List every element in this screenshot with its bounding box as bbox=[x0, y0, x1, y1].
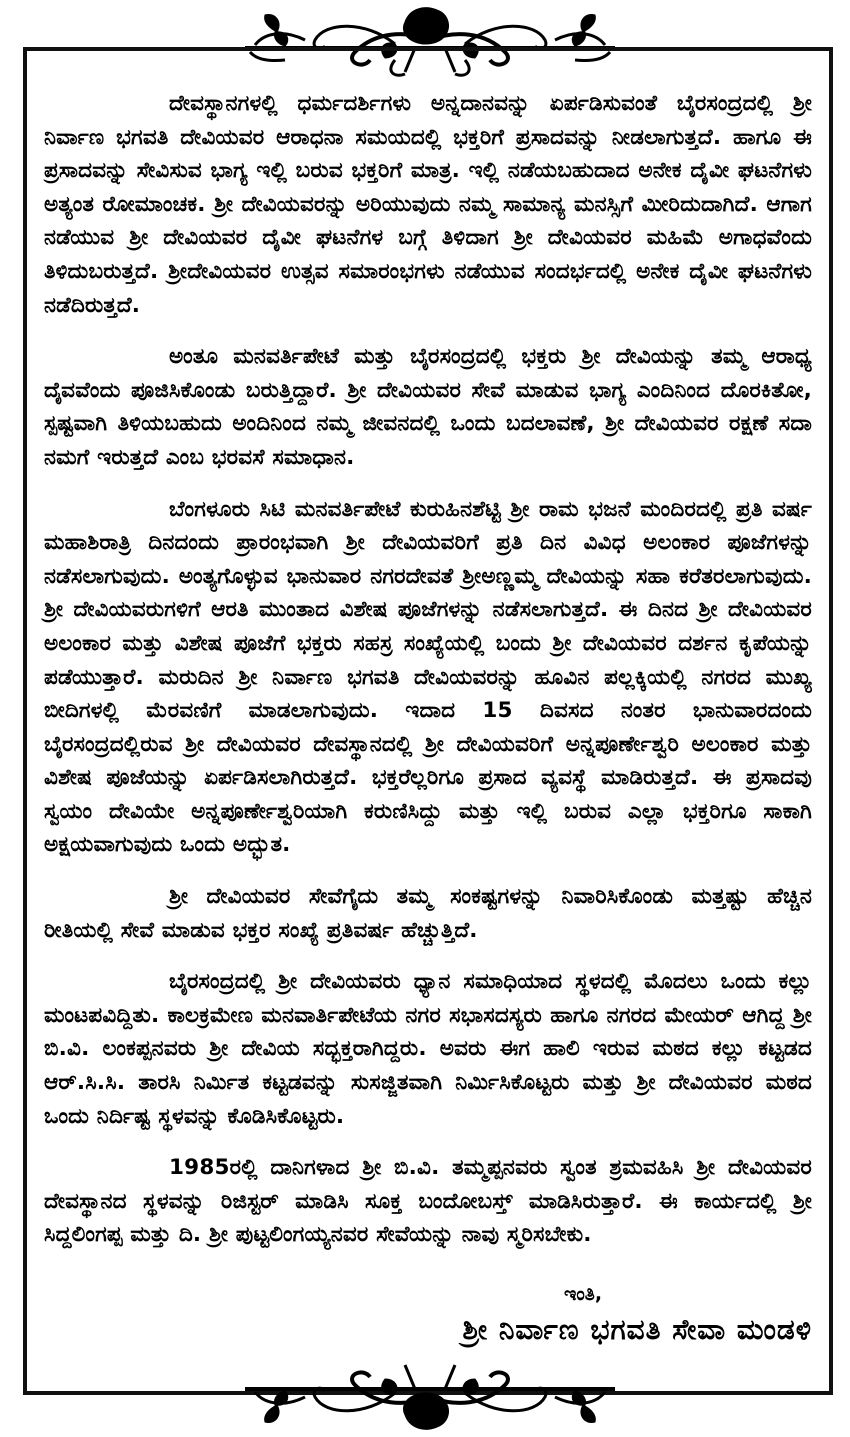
paragraph-text: ದೇವಸ್ಥಾನಗಳಲ್ಲಿ ಧರ್ಮದರ್ಶಿಗಳು ಅನ್ನದಾನವನ್ನು ಏರ್ಪಡಿಸುವಂತೆ ಬೈರಸಂದ್ರದಲ್ಲಿ ಶ್ರೀ ನಿರ್ವಾಣ ಭಗವತಿ ದೇವಿಯವರ ಆರಾಧನಾ ಸಮಯದಲ್ಲಿ ಭಕ್ತರಿಗೆ ಪ್ರಸಾದವನ್ನು ನೀಡಲಾಗುತ್ತದೆ. ಹಾಗೂ ಈ ಪ್ರಸಾದವನ್ನು ಸೇವಿಸುವ ಭಾಗ್ಯ ಇಲ್ಲಿ ಬರುವ ಭಕ್ತರಿಗೆ ಮಾತ್ರ. ಇಲ್ಲಿ ನಡೆಯಬಹುದಾದ ಅನೇಕ ದೈವೀ ಘಟನೆಗಳು ಅತ್ಯಂತ ರೋಮಾಂಚಕ. ಶ್ರೀ ದೇವಿಯವರನ್ನು ಅರಿಯುವುದು ನಮ್ಮ ಸಾಮಾನ್ಯ ಮನಸ್ಸಿಗೆ ಮೀರಿದುದಾಗಿದೆ. ಆಗಾಗ ನಡೆಯುವ ಶ್ರೀ ದೇವಿಯವರ ದೈವೀ ಘಟನೆಗಳ ಬಗ್ಗೆ ತಿಳಿದಾಗ ಶ್ರೀ ದೇವಿಯವರ ಮಹಿಮೆ ಅಗಾಧವೆಂದು ತಿಳಿದುಬರುತ್ತದೆ. ಶ್ರೀದೇವಿಯವರ ಉತ್ಸವ ಸಮಾರಂಭಗಳು ನಡೆಯುವ ಸಂದರ್ಭದಲ್ಲಿ ಅನೇಕ ದೈವೀ ಘಟನೆಗಳು ನಡೆದಿರುತ್ತದೆ. bbox=[44, 91, 812, 318]
document-body bbox=[44, 87, 812, 1270]
paragraph bbox=[44, 965, 812, 1133]
paragraph-text: 1985ರಲ್ಲಿ ದಾನಿಗಳಾದ ಶ್ರೀ ಬಿ.ವಿ. ತಮ್ಮಪ್ಪನವರು ಸ್ವಂತ ಶ್ರಮವಹಿಸಿ ಶ್ರೀ ದೇವಿಯವರ ದೇವಸ್ಥಾನದ ಸ್ಥಳವನ್ನು ರಿಜಿಸ್ಟರ್ ಮಾಡಿಸಿ ಸೂಕ್ತ ಬಂದೋಬಸ್ತ್ ಮಾಡಿಸಿರುತ್ತಾರೆ. ಈ ಕಾರ್ಯದಲ್ಲಿ ಶ್ರೀ ಸಿದ್ದಲಿಂಗಪ್ಪ ಮತ್ತು ದಿ. ಶ್ರೀ ಪುಟ್ಟಲಿಂಗಯ್ಯನವರ ಸೇವೆಯನ್ನು ನಾವು ಸ್ಮರಿಸಬೇಕು. bbox=[44, 1155, 812, 1248]
paragraph bbox=[44, 1151, 812, 1252]
paragraph-text: ಶ್ರೀ ದೇವಿಯವರ ಸೇವೆಗೈದು ತಮ್ಮ ಸಂಕಷ್ಟಗಳನ್ನು ನಿವಾರಿಸಿಕೊಂಡು ಮತ್ತಷ್ಟು ಹೆಚ್ಚಿನ ರೀತಿಯಲ್ಲಿ ಸೇವೆ ಮಾಡುವ ಭಕ್ತರ ಸಂಖ್ಯೆ ಪ್ರತಿವರ್ಷ ಹೆಚ್ಚುತ್ತಿದೆ. bbox=[44, 884, 812, 943]
paragraph bbox=[44, 493, 812, 863]
organization-signature: ಶ್ರೀ ನಿರ್ವಾಣ ಭಗವತಿ ಸೇವಾ ಮಂಡಳಿ bbox=[462, 1313, 812, 1346]
paragraph-text: ಅಂತೂ ಮನವರ್ತಿಪೇಟೆ ಮತ್ತು ಬೈರಸಂದ್ರದಲ್ಲಿ ಭಕ್ತರು ಶ್ರೀ ದೇವಿಯನ್ನು ತಮ್ಮ ಆರಾಧ್ಯ ದೈವವೆಂದು ಪೂಜಿಸಿಕೊಂಡು ಬರುತ್ತಿದ್ದಾರೆ. ಶ್ರೀ ದೇವಿಯವರ ಸೇವೆ ಮಾಡುವ ಭಾಗ್ಯ ಎಂದಿನಿಂದ ದೊರಕಿತೋ, ಸ್ಪಷ್ಟವಾಗಿ ತಿಳಿಯಬಹುದು ಅಂದಿನಿಂದ ನಮ್ಮ ಜೀವನದಲ್ಲಿ ಒಂದು ಬದಲಾವಣೆ, ಶ್ರೀ ದೇವಿಯವರ ರಕ್ಷಣೆ ಸದಾ ನಮಗೆ ಇರುತ್ತದೆ ಎಂಬ ಭರವಸೆ ಸಮಾಧಾನ. bbox=[44, 344, 812, 470]
paragraph bbox=[44, 87, 812, 322]
floral-ornament-bottom-icon bbox=[245, 1357, 615, 1437]
closing-salutation: ಇಂತಿ, bbox=[564, 1283, 603, 1305]
paragraph bbox=[44, 340, 812, 474]
paragraph-text: ಬೆಂಗಳೂರು ಸಿಟಿ ಮನವರ್ತಿಪೇಟೆ ಕುರುಹಿನಶೆಟ್ಟಿ ಶ್ರೀ ರಾಮ ಭಜನೆ ಮಂದಿರದಲ್ಲಿ ಪ್ರತಿ ವರ್ಷ ಮಹಾಶಿರಾತ್ರಿ ದಿನದಂದು ಪ್ರಾರಂಭವಾಗಿ ಶ್ರೀ ದೇವಿಯವರಿಗೆ ಪ್ರತಿ ದಿನ ವಿವಿಧ ಅಲಂಕಾರ ಪೂಜೆಗಳನ್ನು ನಡೆಸಲಾಗುವುದು. ಅಂತ್ಯಗೊಳ್ಳುವ ಭಾನುವಾರ ನಗರದೇವತೆ ಶ್ರೀಅಣ್ಣಮ್ಮ ದೇವಿಯನ್ನು ಸಹಾ ಕರೆತರಲಾಗುವುದು. ಶ್ರೀ ದೇವಿಯವರುಗಳಿಗೆ ಆರತಿ ಮುಂತಾದ ವಿಶೇಷ ಪೂಜೆಗಳನ್ನು ನಡೆಸಲಾಗುತ್ತದೆ. ಈ ದಿನದ ಶ್ರೀ ದೇವಿಯವರ ಅಲಂಕಾರ ಮತ್ತು ವಿಶೇಷ ಪೂಜೆಗೆ ಭಕ್ತರು ಸಹಸ್ರ ಸಂಖ್ಯೆಯಲ್ಲಿ ಬಂದು ಶ್ರೀ ದೇವಿಯವರ ದರ್ಶನ ಕೃಪೆಯನ್ನು ಪಡೆಯುತ್ತಾರೆ. ಮರುದಿನ ಶ್ರೀ ನಿರ್ವಾಣ ಭಗವತಿ ದೇವಿಯವರನ್ನು ಹೂವಿನ ಪಲ್ಲಕ್ಕಿಯಲ್ಲಿ ನಗರದ ಮುಖ್ಯ ಬೀದಿಗಳಲ್ಲಿ ಮೆರವಣಿಗೆ ಮಾಡಲಾಗುವುದು. ಇದಾದ 15 ದಿವಸದ ನಂತರ ಭಾನುವಾರದಂದು ಬೈರಸಂದ್ರದಲ್ಲಿರುವ ಶ್ರೀ ದೇವಿಯವರ ದೇವಸ್ಥಾನದಲ್ಲಿ ಶ್ರೀ ದೇವಿಯವರಿಗೆ ಅನ್ನಪೂರ್ಣೇಶ್ವರಿ ಅಲಂಕಾರ ಮತ್ತು ವಿಶೇಷ ಪೂಜೆಯನ್ನು ಏರ್ಪಡಿಸಲಾಗಿರುತ್ತದೆ. ಭಕ್ತರೆಲ್ಲರಿಗೂ ಪ್ರಸಾದ ವ್ಯವಸ್ಥೆ ಮಾಡಿರುತ್ತದೆ. ಈ ಪ್ರಸಾದವು ಸ್ವಯಂ ದೇವಿಯೇ ಅನ್ನಪೂರ್ಣೇಶ್ವರಿಯಾಗಿ ಕರುಣಿಸಿದ್ದು ಮತ್ತು ಇಲ್ಲಿ ಬರುವ ಎಲ್ಲಾ ಭಕ್ತರಿಗೂ ಸಾಕಾಗಿ ಅಕ್ಷಯವಾಗುವುದು ಒಂದು ಅದ್ಭುತ. bbox=[44, 496, 812, 858]
paragraph bbox=[44, 880, 812, 947]
paragraph-text: ಬೈರಸಂದ್ರದಲ್ಲಿ ಶ್ರೀ ದೇವಿಯವರು ಧ್ಯಾನ ಸಮಾಧಿಯಾದ ಸ್ಥಳದಲ್ಲಿ ಮೊದಲು ಒಂದು ಕಲ್ಲು ಮಂಟಪವಿದ್ದಿತು. ಕಾಲಕ್ರಮೇಣ ಮನವಾರ್ತಿಪೇಟೆಯ ನಗರ ಸಭಾಸದಸ್ಯರು ಹಾಗೂ ನಗರದ ಮೇಯರ್ ಆಗಿದ್ದ ಶ್ರೀ ಬಿ.ವಿ. ಲಂಕಪ್ಪನವರು ಶ್ರೀ ದೇವಿಯ ಸದ್ಭಕ್ತರಾಗಿದ್ದರು. ಅವರು ಈಗ ಹಾಲಿ ಇರುವ ಮಠದ ಕಲ್ಲು ಕಟ್ಟಡದ ಆರ್.ಸಿ.ಸಿ. ತಾರಸಿ ನಿರ್ಮಿತ ಕಟ್ಟಡವನ್ನು ಸುಸಜ್ಜಿತವಾಗಿ ನಿರ್ಮಿಸಿಕೊಟ್ಟರು ಮತ್ತು ಶ್ರೀ ದೇವಿಯವರ ಮಠದ ಒಂದು ನಿರ್ದಿಷ್ಟ ಸ್ಥಳವನ್ನು ಕೊಡಿಸಿಕೊಟ್ಟರು. bbox=[44, 969, 812, 1129]
